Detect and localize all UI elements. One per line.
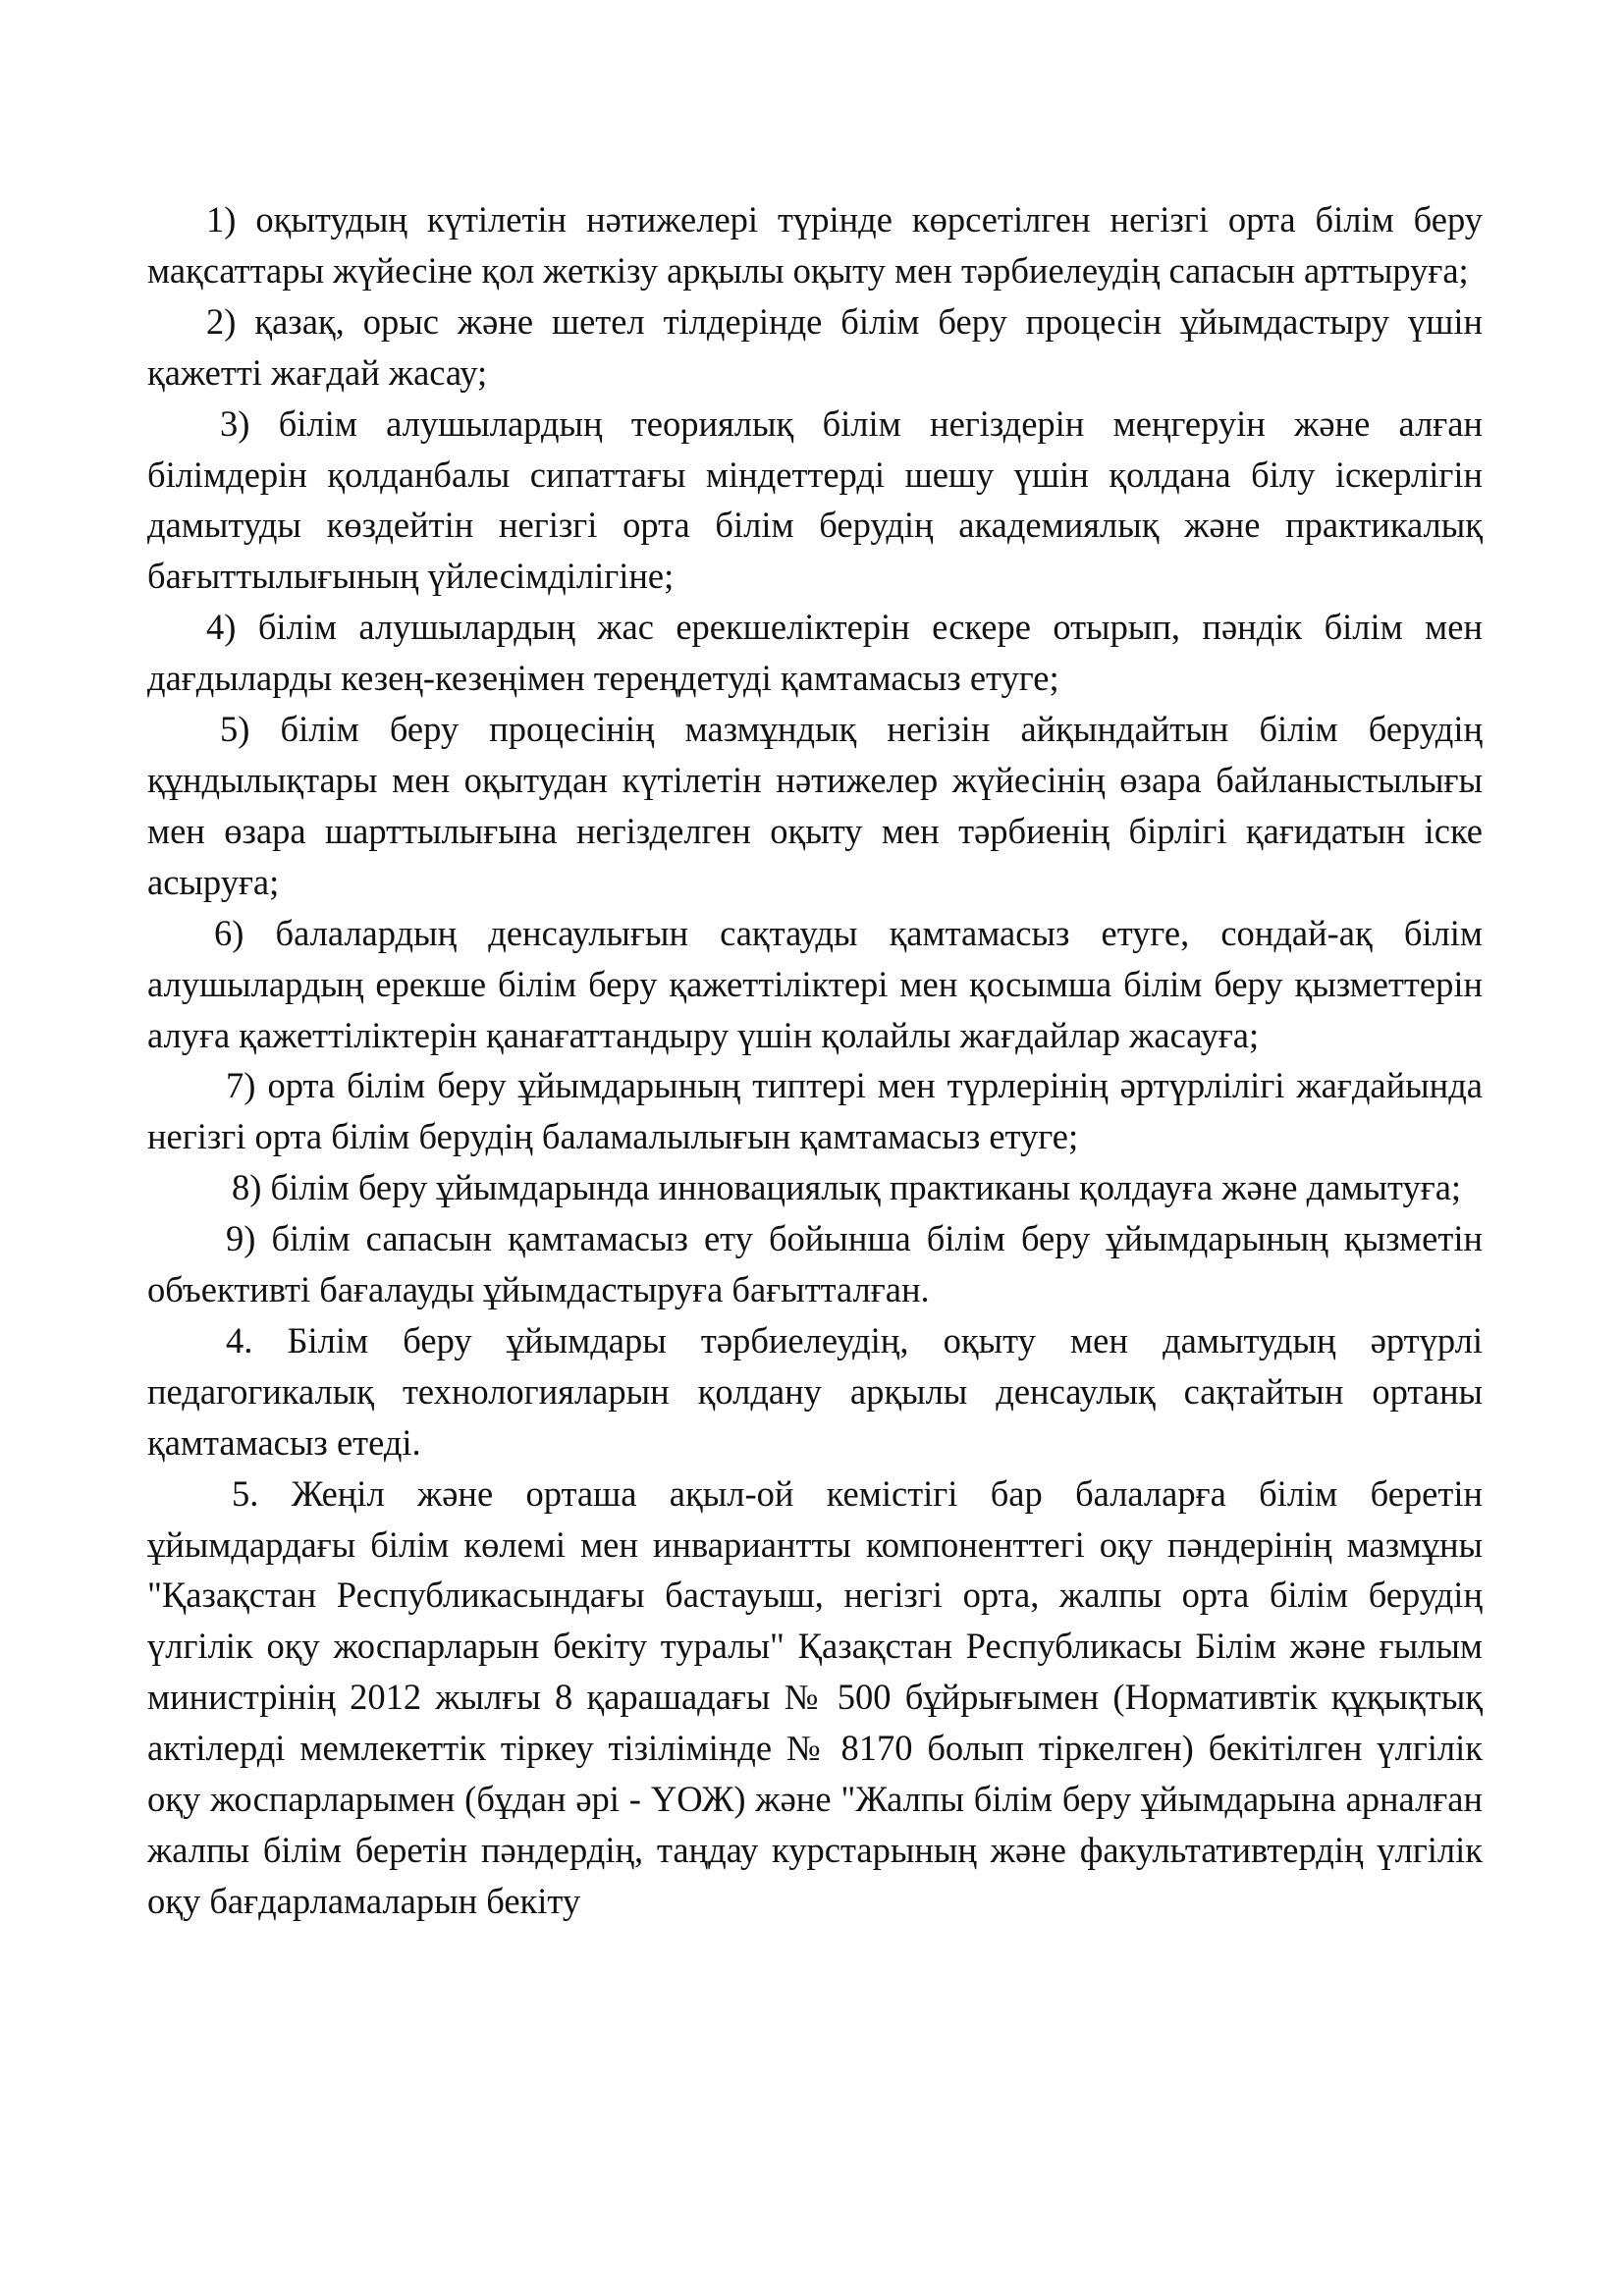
list-item-9: 9) білім сапасын қамтамасыз ету бойынша білім беру ұйымдарының қызметін объективті бағалауды ұйымдастыруға бағытталған. — [147, 1218, 1483, 1310]
list-item-3: 3) білім алушылардың теориялық білім негіздерін меңгеруін және алған білімдерін қолданбалы сипаттағы міндеттерді шешу үшін қолдана білу іскерлігін дамытуды көздейтін негізгі орта білім берудің академиялық және практикалық бағыттылығының үйлесімділігіне; — [147, 402, 1483, 597]
list-item-2: 2) қазақ, орыс және шетел тілдерінде білім беру процесін ұйымдастыру үшін қажетті жағдай жасау; — [147, 300, 1483, 393]
clause-4: 4. Білім беру ұйымдары тәрбиелеудің, оқыту мен дамытудың әртүрлі педагогикалық технологияларын қолдану арқылы денсаулық сақтайтын ортаны қамтамасыз етеді. — [147, 1319, 1483, 1463]
document-page — [147, 194, 1483, 1927]
list-item-1: 1) оқытудың күтілетін нәтижелері түрінде көрсетілген негізгі орта білім беру мақсаттары жүйесіне қол жеткізу арқылы оқыту мен тәрбиелеудің сапасын арттыруға; — [147, 199, 1483, 291]
list-item-8: 8) білім беру ұйымдарында инновациялық практиканы қолдауға және дамытуға; — [232, 1167, 1462, 1208]
list-item-4: 4) білім алушылардың жас ерекшеліктерін ескере отырып, пәндік білім мен дағдыларды кезең-кезеңімен тереңдетуді қамтамасыз етуге; — [147, 607, 1483, 699]
clause-5: 5. Жеңіл және орташа ақыл-ой кемістігі бар балаларға білім беретін ұйымдардағы білім көлемі мен инвариантты компоненттегі оқу пәндерінің мазмұны "Қазақстан Республикасындағы бастауыш, негізгі орта, жалпы орта білім берудің үлгілік оқу жоспарларын бекіту туралы" Қазақстан Республикасы Білім және ғылым министрінің 2012 жылғы 8 қарашадағы № 500 бұйрығымен (Нормативтік құқықтық актілерді мемлекеттік тіркеу тізілімінде № 8170 болып тіркелген) бекітілген үлгілік оқу жоспарларымен (бұдан әрі - ҮОЖ) және "Жалпы білім беру ұйымдарына арналған жалпы білім беретін пәндердің, таңдау курстарының және факультативтердің үлгілік оқу бағдарламаларын бекіту — [147, 1472, 1483, 1921]
list-item-7: 7) орта білім беру ұйымдарының типтері мен түрлерінің әртүрлілігі жағдайында негізгі орта білім берудің баламалылығын қамтамасыз етуге; — [147, 1065, 1483, 1157]
list-item-5: 5) білім беру процесінің мазмұндық негізін айқындайтын білім берудің құндылықтары мен оқытудан күтілетін нәтижелер жүйесінің өзара байланыстылығы мен өзара шарттылығына негізделген оқыту мен тәрбиенің бірлігі қағидатын іске асыруға; — [147, 709, 1483, 902]
list-item-6: 6) балалардың денсаулығын сақтауды қамтамасыз етуге, сондай-ақ білім алушылардың ерекше білім беру қажеттіліктері мен қосымша білім беру қызметтерін алуға қажеттіліктерін қанағаттандыру үшін қолайлы жағдайлар жасауға; — [147, 912, 1483, 1055]
